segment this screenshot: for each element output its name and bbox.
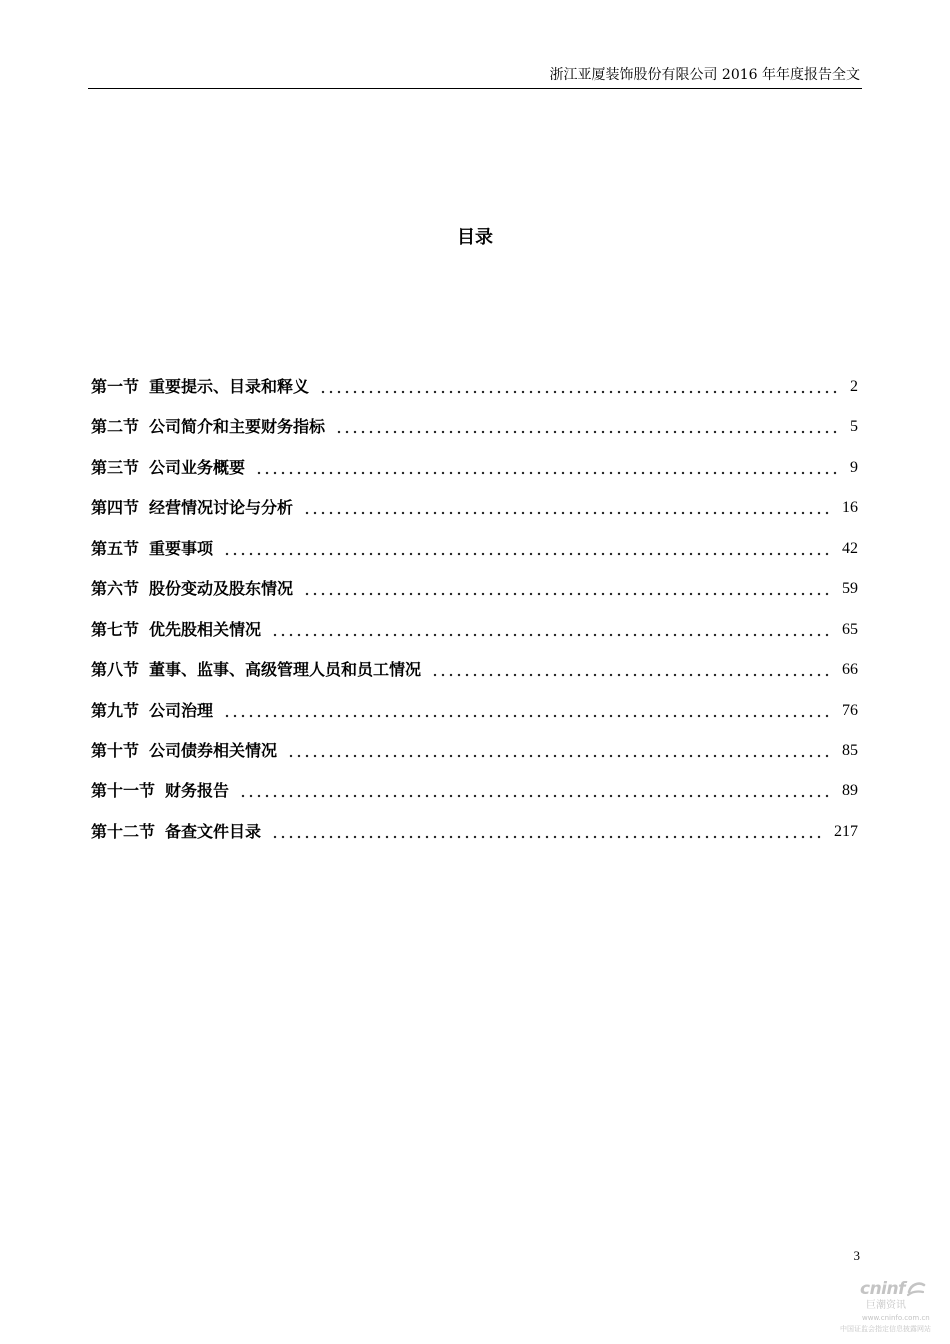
toc-entry [91,377,858,417]
toc-entry [91,822,858,862]
toc-page-number: 5 [850,418,858,436]
toc-section-number: 第十节 [91,740,140,760]
toc-section-number: 第二节 [91,417,140,437]
dot-leader [431,660,830,680]
toc-section-number: 第三节 [91,457,140,477]
dot-leader [271,620,830,640]
dot-leader [223,539,830,559]
toc-section-title: 财务报告 [165,781,230,801]
table-of-contents [91,377,858,862]
toc-section-number: 第四节 [91,498,140,518]
running-header: 浙江亚厦装饰股份有限公司 2016 年年度报告全文 [549,67,860,83]
toc-section-number: 第十二节 [91,821,156,841]
toc-page-number: 9 [850,458,858,476]
toc-entry [91,539,858,579]
dot-leader [319,377,838,397]
toc-section-number: 第九节 [91,700,140,720]
toc-page-number: 85 [842,741,858,759]
cninfo-url: www.cninfo.com.cn [862,1314,930,1322]
toc-section-number: 第七节 [91,619,140,639]
toc-entry [91,660,858,700]
toc-entry [91,701,858,741]
dot-leader [335,417,838,437]
toc-page-number: 66 [842,661,858,679]
toc-section-title: 公司债券相关情况 [149,740,278,760]
toc-section-number: 第五节 [91,538,140,558]
cninfo-watermark [836,1278,936,1340]
toc-page-number: 2 [850,378,858,395]
toc-entry [91,458,858,498]
toc-entry [91,498,858,538]
toc-section-number: 第六节 [91,579,140,599]
toc-entry [91,417,858,457]
dot-leader [303,498,830,518]
toc-page-number: 59 [842,580,858,598]
toc-page-number: 42 [842,539,858,557]
dot-leader [287,741,830,761]
dot-leader [255,458,838,478]
toc-heading: 目录 [457,227,493,248]
toc-section-number: 第一节 [91,377,140,396]
toc-page-number: 217 [834,822,858,840]
toc-section-title: 重要提示、目录和释义 [149,377,310,396]
toc-section-title: 重要事项 [149,538,214,558]
cninfo-tagline: 中国证监会指定信息披露网站 [840,1325,931,1333]
toc-section-number: 第十一节 [91,781,156,801]
dot-leader [239,781,830,801]
toc-section-title: 公司业务概要 [149,457,246,477]
dot-leader [271,822,822,842]
cninfo-logo [860,1278,926,1300]
toc-section-title: 经营情况讨论与分析 [149,498,294,518]
toc-section-number: 第八节 [91,660,140,680]
page-number: 3 [853,1248,860,1263]
toc-page-number: 89 [842,782,858,800]
cninfo-brand: 巨潮资讯 [866,1300,906,1311]
toc-page-number: 76 [842,701,858,719]
toc-section-title: 董事、监事、高级管理人员和员工情况 [149,660,422,680]
toc-entry [91,741,858,781]
toc-page-number: 16 [842,499,858,517]
header-rule [88,88,862,89]
dot-leader [223,701,830,721]
toc-section-title: 优先股相关情况 [149,619,262,639]
dot-leader [303,579,830,599]
toc-page-number: 65 [842,620,858,638]
toc-section-title: 公司治理 [149,700,214,720]
cninfo-logo-text: cninf [860,1279,906,1299]
toc-section-title: 备查文件目录 [165,821,262,841]
toc-section-title: 公司简介和主要财务指标 [149,417,326,437]
toc-section-title: 股份变动及股东情况 [149,579,294,599]
cninfo-swoosh-icon [906,1280,926,1298]
toc-entry [91,781,858,821]
toc-entry [91,579,858,619]
toc-entry [91,620,858,660]
